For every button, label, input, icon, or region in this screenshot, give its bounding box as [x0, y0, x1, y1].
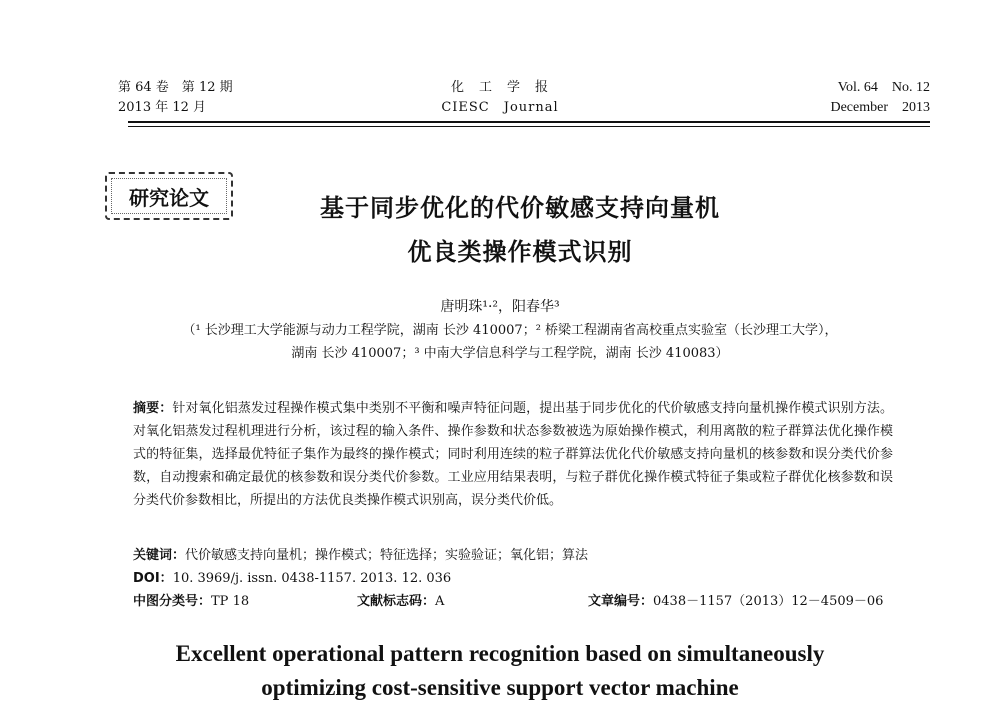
keywords-text: 代价敏感支持向量机；操作模式；特征选择；实验验证；氧化铝；算法: [185, 548, 589, 563]
header-rule-thin: [128, 126, 930, 127]
article-number: [588, 590, 883, 609]
abstract-text: 针对氧化铝蒸发过程操作模式集中类别不平衡和噪声特征问题，提出基于同步优化的代价敏感支持向量机操作模式识别方法。对氧化铝蒸发过程机理进行分析，该过程的输入条件、操作参数和状态参数被选为原始操作模式，利用离散的粒子群算法优化操作模式的特征集，选择最优特征子集作为最终的操作模式；同时利用连续的粒子群算法优化代价敏感支持向量机的核参数和误分类代价参数，自动搜索和确定最优的核参数和误分类代价参数。工业应用结果表明，与粒子群优化操作模式特征子集或粒子群优化核参数和误分类代价参数相比，所提出的方法优良类操作模式识别高，误分类代价低。: [133, 401, 893, 508]
doc-code-value: A: [435, 594, 445, 609]
keywords-label: 关键词：: [133, 548, 186, 563]
volume-en: Vol. 64 No. 12: [837, 80, 930, 95]
date-cn: 2013 年 12 月: [118, 100, 207, 115]
abstract: [133, 397, 893, 512]
title-en-line1: Excellent operational pattern recognition based on simultaneously: [175, 641, 825, 666]
affiliation-line2: 湖南 长沙 410007；³ 中南大学信息科学与工程学院，湖南 长沙 410083）: [291, 346, 729, 361]
volume-cn: 第 64 卷 第 12 期: [118, 80, 233, 95]
article-number-value: 0438－1157（2013）12－4509－06: [653, 594, 884, 609]
doi: [133, 567, 451, 586]
header-right: [830, 78, 930, 118]
title-cn-line1: 基于同步优化的代价敏感支持向量机: [320, 194, 720, 222]
keywords: [133, 544, 588, 563]
affiliation-line1: （¹ 长沙理工大学能源与动力工程学院，湖南 长沙 410007；² 桥梁工程湖南省高校重点实验室（长沙理工大学），: [182, 323, 838, 338]
doi-value: 10. 3969/j. issn. 0438-1157. 2013. 12. 036: [172, 571, 452, 586]
clc-label: 中图分类号：: [133, 594, 212, 609]
article-number-label: 文章编号：: [588, 594, 654, 609]
authors: 唐明珠¹·²，阳春华³: [440, 299, 560, 315]
doi-label: DOI：: [133, 571, 173, 586]
title-cn-line2: 优良类操作模式识别: [407, 238, 633, 266]
doc-code-label: 文献标志码：: [357, 594, 436, 609]
title-en-line2: optimizing cost-sensitive support vector machine: [261, 675, 739, 700]
journal-name-cn: 化 工 学 报: [450, 80, 549, 95]
date-en: December 2013: [830, 100, 930, 115]
clc-number: [133, 590, 249, 609]
abstract-label: 摘要：: [133, 401, 173, 416]
clc-value: TP 18: [211, 594, 250, 609]
section-label: 研究论文: [129, 185, 209, 210]
header-rule-thick: [128, 121, 930, 123]
journal-name-en: CIESC Journal: [441, 100, 559, 115]
section-stamp: [105, 172, 233, 220]
doc-code: [357, 590, 444, 609]
